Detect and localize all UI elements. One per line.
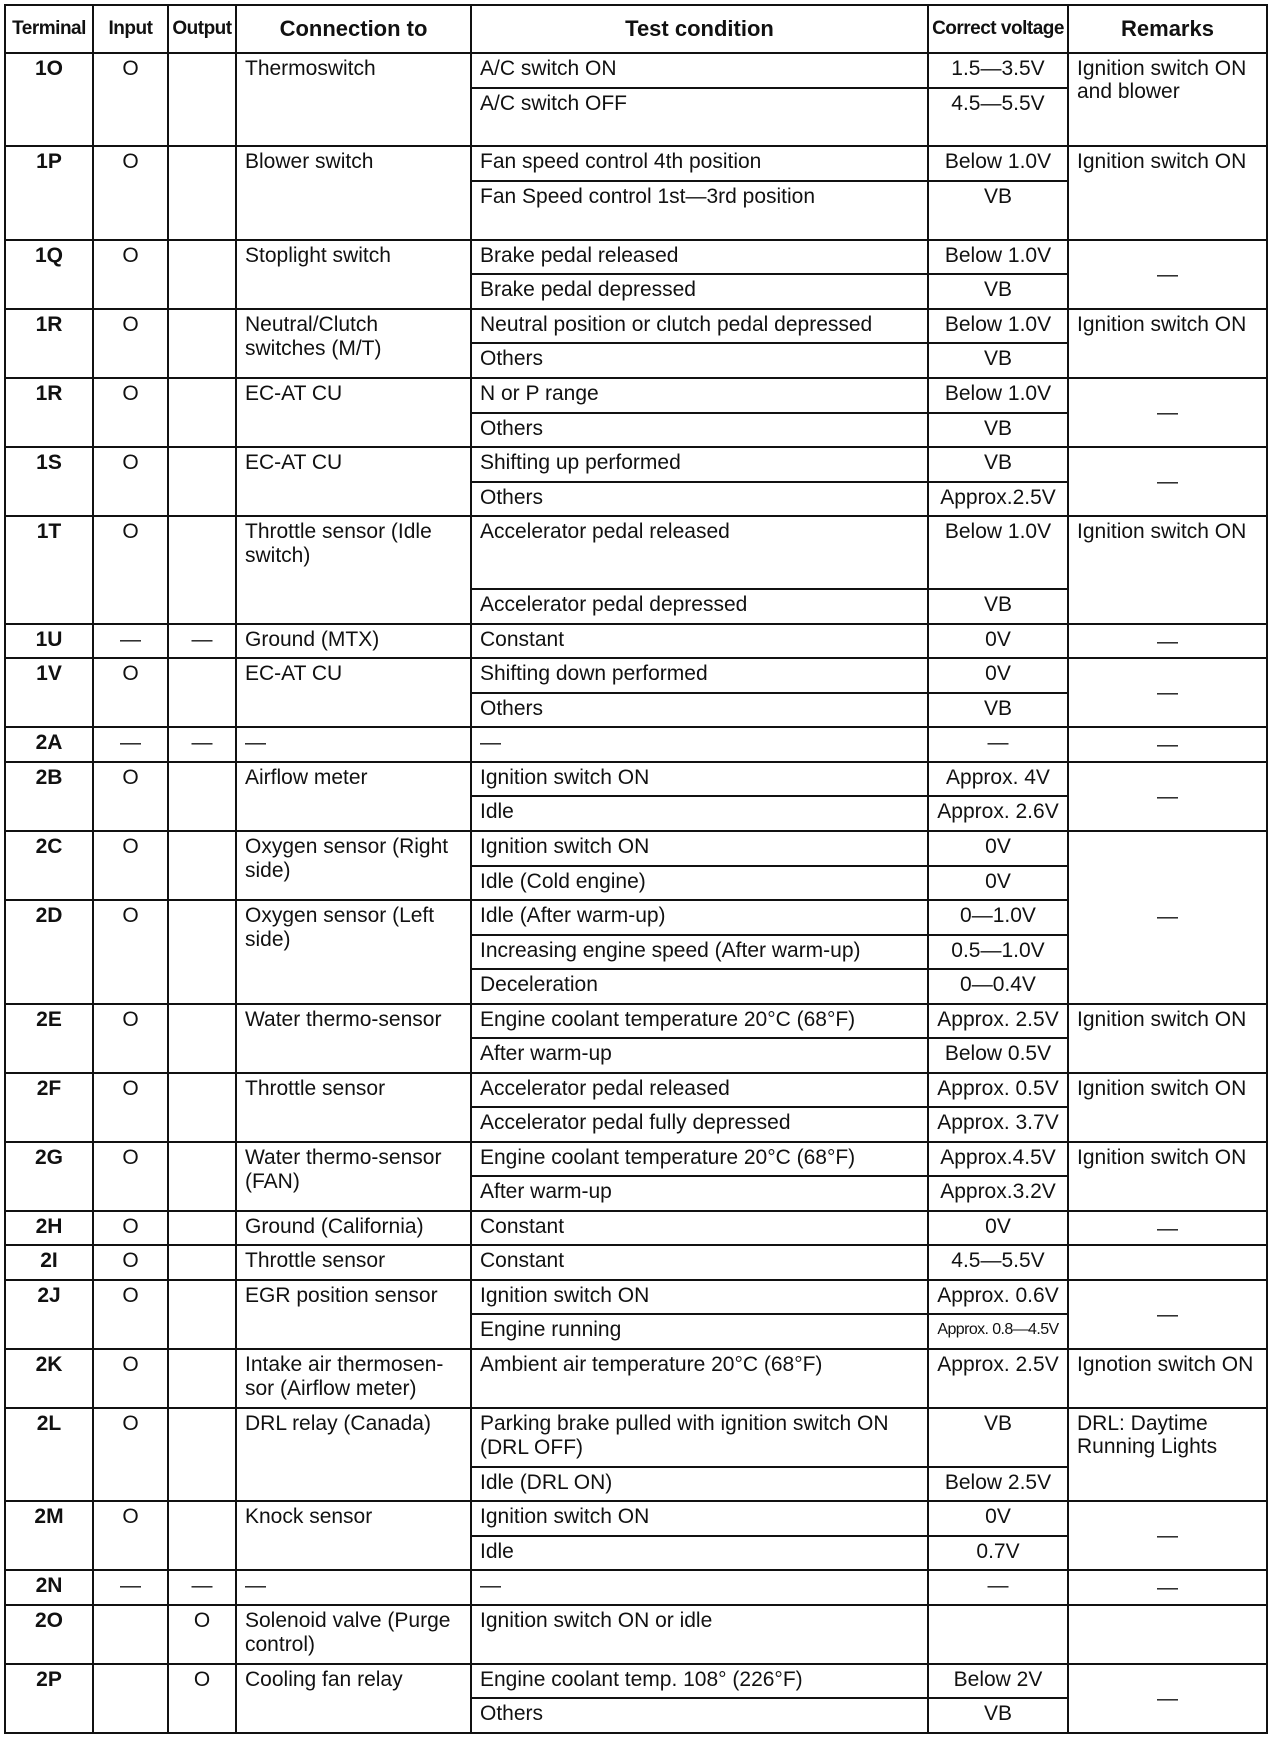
col-header-remarks: Remarks bbox=[1068, 5, 1267, 53]
test-condition-cell: — bbox=[471, 1570, 928, 1605]
remarks-cell: — bbox=[1068, 727, 1267, 762]
terminal-cell: 2K bbox=[5, 1349, 93, 1408]
voltage-cell: Approx. 2.5V bbox=[928, 1004, 1068, 1039]
test-condition-cell: Engine coolant temp. 108° (226°F) bbox=[471, 1664, 928, 1699]
output-mark bbox=[168, 378, 236, 447]
input-mark: O bbox=[93, 1408, 168, 1501]
test-condition-cell: Idle (After warm-up) bbox=[471, 900, 928, 935]
test-condition-cell: Parking brake pulled with ignition switch ON (DRL OFF) bbox=[471, 1408, 928, 1467]
input-mark: O bbox=[93, 762, 168, 831]
terminal-cell: 2C bbox=[5, 831, 93, 900]
input-mark: — bbox=[93, 1570, 168, 1605]
remarks-cell: — bbox=[1068, 378, 1267, 447]
terminal-cell: 2B bbox=[5, 762, 93, 831]
output-mark: O bbox=[168, 1664, 236, 1733]
voltage-cell: VB bbox=[928, 343, 1068, 378]
output-mark bbox=[168, 900, 236, 1004]
voltage-cell: Approx. 0.6V bbox=[928, 1280, 1068, 1315]
remarks-cell bbox=[1068, 1245, 1267, 1280]
col-header-output: Output bbox=[168, 5, 236, 53]
remarks-cell bbox=[1068, 1605, 1267, 1664]
test-condition-cell: Idle (Cold engine) bbox=[471, 866, 928, 901]
table-row bbox=[5, 146, 1267, 181]
output-mark bbox=[168, 447, 236, 516]
voltage-cell: VB bbox=[928, 589, 1068, 624]
voltage-cell: Below 0.5V bbox=[928, 1038, 1068, 1073]
table-row bbox=[5, 658, 1267, 693]
voltage-cell: Approx. 3.7V bbox=[928, 1107, 1068, 1142]
output-mark: — bbox=[168, 727, 236, 762]
output-mark bbox=[168, 658, 236, 727]
voltage-cell bbox=[928, 1605, 1068, 1664]
test-condition-cell: Ignition switch ON bbox=[471, 1501, 928, 1536]
input-mark: O bbox=[93, 146, 168, 239]
terminal-cell: 2J bbox=[5, 1280, 93, 1349]
voltage-cell: 0V bbox=[928, 831, 1068, 866]
connection-cell: EC-AT CU bbox=[236, 447, 471, 516]
table-row bbox=[5, 1501, 1267, 1536]
test-condition-cell: Ambient air temperature 20°C (68°F) bbox=[471, 1349, 928, 1408]
terminal-cell: 2I bbox=[5, 1245, 93, 1280]
output-mark bbox=[168, 1073, 236, 1142]
connection-cell: Intake air thermosen-sor (Airflow meter) bbox=[236, 1349, 471, 1408]
test-condition-cell: Accelerator pedal released bbox=[471, 1073, 928, 1108]
input-mark: O bbox=[93, 1280, 168, 1349]
input-mark: O bbox=[93, 900, 168, 1004]
test-condition-cell: Others bbox=[471, 482, 928, 517]
remarks-cell: DRL: Daytime Running Lights bbox=[1068, 1408, 1267, 1501]
voltage-cell: 0.7V bbox=[928, 1536, 1068, 1571]
test-condition-cell: Ignition switch ON bbox=[471, 762, 928, 797]
remarks-cell: Ignition switch ON and blower bbox=[1068, 53, 1267, 146]
test-condition-cell: Constant bbox=[471, 1245, 928, 1280]
remarks-cell: Ignition switch ON bbox=[1068, 1004, 1267, 1073]
remarks-cell: — bbox=[1068, 1570, 1267, 1605]
col-header-correct-voltage: Correct voltage bbox=[928, 5, 1068, 53]
connection-cell: Cooling fan relay bbox=[236, 1664, 471, 1733]
test-condition-cell: Accelerator pedal depressed bbox=[471, 589, 928, 624]
voltage-cell: Below 1.0V bbox=[928, 516, 1068, 589]
terminal-cell: 2E bbox=[5, 1004, 93, 1073]
connection-cell: EC-AT CU bbox=[236, 658, 471, 727]
test-condition-cell: Accelerator pedal fully depressed bbox=[471, 1107, 928, 1142]
voltage-cell: — bbox=[928, 727, 1068, 762]
test-condition-cell: Brake pedal depressed bbox=[471, 274, 928, 309]
table-row bbox=[5, 1142, 1267, 1177]
voltage-cell: Below 1.0V bbox=[928, 309, 1068, 344]
connection-cell: Water thermo-sensor bbox=[236, 1004, 471, 1073]
voltage-cell: Below 1.0V bbox=[928, 240, 1068, 275]
test-condition-cell: Deceleration bbox=[471, 969, 928, 1004]
remarks-cell: — bbox=[1068, 1501, 1267, 1570]
test-condition-cell: A/C switch OFF bbox=[471, 88, 928, 147]
terminal-cell: 1O bbox=[5, 53, 93, 146]
connection-cell: Stoplight switch bbox=[236, 240, 471, 309]
connection-cell: EGR position sensor bbox=[236, 1280, 471, 1349]
test-condition-cell: Idle bbox=[471, 796, 928, 831]
connection-cell: Solenoid valve (Purge control) bbox=[236, 1605, 471, 1664]
remarks-cell: — bbox=[1068, 831, 1267, 1004]
table-row bbox=[5, 516, 1267, 589]
terminal-cell: 2F bbox=[5, 1073, 93, 1142]
test-condition-cell: Engine running bbox=[471, 1314, 928, 1349]
terminal-cell: 1R bbox=[5, 309, 93, 378]
voltage-cell: 0V bbox=[928, 658, 1068, 693]
remarks-cell: Ignotion switch ON bbox=[1068, 1349, 1267, 1408]
connection-cell: Airflow meter bbox=[236, 762, 471, 831]
terminal-cell: 2N bbox=[5, 1570, 93, 1605]
output-mark bbox=[168, 1211, 236, 1246]
connection-cell: Water thermo-sensor (FAN) bbox=[236, 1142, 471, 1211]
test-condition-cell: Increasing engine speed (After warm-up) bbox=[471, 935, 928, 970]
test-condition-cell: Neutral position or clutch pedal depressed bbox=[471, 309, 928, 344]
test-condition-cell: Brake pedal released bbox=[471, 240, 928, 275]
test-condition-cell: A/C switch ON bbox=[471, 53, 928, 88]
voltage-cell: 0—0.4V bbox=[928, 969, 1068, 1004]
input-mark: O bbox=[93, 240, 168, 309]
voltage-cell: Below 2V bbox=[928, 1664, 1068, 1699]
test-condition-cell: After warm-up bbox=[471, 1038, 928, 1073]
test-condition-cell: Engine coolant temperature 20°C (68°F) bbox=[471, 1004, 928, 1039]
connection-cell: EC-AT CU bbox=[236, 378, 471, 447]
connection-cell: Blower switch bbox=[236, 146, 471, 239]
remarks-cell: Ignition switch ON bbox=[1068, 1142, 1267, 1211]
test-condition-cell: Others bbox=[471, 343, 928, 378]
remarks-cell: — bbox=[1068, 624, 1267, 659]
voltage-cell: Below 1.0V bbox=[928, 146, 1068, 181]
voltage-cell: VB bbox=[928, 1698, 1068, 1733]
output-mark bbox=[168, 1280, 236, 1349]
connection-cell: DRL relay (Canada) bbox=[236, 1408, 471, 1501]
table-row bbox=[5, 831, 1267, 866]
terminal-cell: 1V bbox=[5, 658, 93, 727]
terminal-cell: 1S bbox=[5, 447, 93, 516]
voltage-cell: Below 2.5V bbox=[928, 1467, 1068, 1502]
connection-cell: — bbox=[236, 1570, 471, 1605]
output-mark bbox=[168, 762, 236, 831]
col-header-terminal: Terminal bbox=[5, 5, 93, 53]
voltage-cell: VB bbox=[928, 413, 1068, 448]
table-row bbox=[5, 1605, 1267, 1664]
remarks-cell: — bbox=[1068, 762, 1267, 831]
connection-cell: Oxygen sensor (Right side) bbox=[236, 831, 471, 900]
table-row bbox=[5, 1664, 1267, 1699]
test-condition-cell: Ignition switch ON bbox=[471, 1280, 928, 1315]
input-mark: O bbox=[93, 516, 168, 624]
output-mark bbox=[168, 1245, 236, 1280]
output-mark bbox=[168, 516, 236, 624]
input-mark: O bbox=[93, 53, 168, 146]
input-mark: — bbox=[93, 727, 168, 762]
voltage-cell: Approx. 2.5V bbox=[928, 1349, 1068, 1408]
input-mark bbox=[93, 1605, 168, 1664]
voltage-cell: Approx.4.5V bbox=[928, 1142, 1068, 1177]
terminal-voltage-table bbox=[4, 4, 1268, 1734]
test-condition-cell: Fan speed control 4th position bbox=[471, 146, 928, 181]
output-mark: — bbox=[168, 624, 236, 659]
terminal-cell: 2H bbox=[5, 1211, 93, 1246]
output-mark bbox=[168, 1142, 236, 1211]
test-condition-cell: Shifting down performed bbox=[471, 658, 928, 693]
voltage-cell: Approx.2.5V bbox=[928, 482, 1068, 517]
table-row bbox=[5, 447, 1267, 482]
remarks-cell: — bbox=[1068, 1211, 1267, 1246]
input-mark: O bbox=[93, 1501, 168, 1570]
terminal-cell: 2P bbox=[5, 1664, 93, 1733]
terminal-cell: 2G bbox=[5, 1142, 93, 1211]
test-condition-cell: Fan Speed control 1st—3rd position bbox=[471, 181, 928, 240]
voltage-cell: Approx. 2.6V bbox=[928, 796, 1068, 831]
table-row bbox=[5, 1004, 1267, 1039]
connection-cell: — bbox=[236, 727, 471, 762]
remarks-cell: Ignition switch ON bbox=[1068, 516, 1267, 624]
test-condition-cell: Shifting up performed bbox=[471, 447, 928, 482]
test-condition-cell: Others bbox=[471, 413, 928, 448]
connection-cell: Throttle sensor (Idle switch) bbox=[236, 516, 471, 624]
test-condition-cell: — bbox=[471, 727, 928, 762]
terminal-cell: 1R bbox=[5, 378, 93, 447]
voltage-cell: Approx.3.2V bbox=[928, 1176, 1068, 1211]
terminal-cell: 2O bbox=[5, 1605, 93, 1664]
connection-cell: Ground (California) bbox=[236, 1211, 471, 1246]
test-condition-cell: Accelerator pedal released bbox=[471, 516, 928, 589]
input-mark: O bbox=[93, 1211, 168, 1246]
test-condition-cell: Others bbox=[471, 693, 928, 728]
terminal-cell: 2M bbox=[5, 1501, 93, 1570]
voltage-cell: 0V bbox=[928, 866, 1068, 901]
voltage-cell: Approx. 4V bbox=[928, 762, 1068, 797]
test-condition-cell: Idle (DRL ON) bbox=[471, 1467, 928, 1502]
voltage-cell: VB bbox=[928, 274, 1068, 309]
output-mark bbox=[168, 240, 236, 309]
input-mark: O bbox=[93, 831, 168, 900]
test-condition-cell: Idle bbox=[471, 1536, 928, 1571]
remarks-cell: — bbox=[1068, 240, 1267, 309]
output-mark bbox=[168, 1501, 236, 1570]
voltage-cell: 0V bbox=[928, 624, 1068, 659]
remarks-cell: Ignition switch ON bbox=[1068, 309, 1267, 378]
output-mark bbox=[168, 1004, 236, 1073]
remarks-cell: — bbox=[1068, 447, 1267, 516]
voltage-cell: VB bbox=[928, 693, 1068, 728]
voltage-cell: 0—1.0V bbox=[928, 900, 1068, 935]
input-mark: O bbox=[93, 1349, 168, 1408]
output-mark bbox=[168, 53, 236, 146]
test-condition-cell: Constant bbox=[471, 1211, 928, 1246]
voltage-cell: 1.5—3.5V bbox=[928, 53, 1068, 88]
col-header-test-condition: Test condition bbox=[471, 5, 928, 53]
input-mark: — bbox=[93, 624, 168, 659]
terminal-cell: 2A bbox=[5, 727, 93, 762]
test-condition-cell: N or P range bbox=[471, 378, 928, 413]
connection-cell: Throttle sensor bbox=[236, 1073, 471, 1142]
connection-cell: Knock sensor bbox=[236, 1501, 471, 1570]
table-row bbox=[5, 240, 1267, 275]
table-row bbox=[5, 624, 1267, 659]
connection-cell: Neutral/Clutch switches (M/T) bbox=[236, 309, 471, 378]
output-mark bbox=[168, 1349, 236, 1408]
col-header-connection: Connection to bbox=[236, 5, 471, 53]
voltage-cell: 0.5—1.0V bbox=[928, 935, 1068, 970]
input-mark: O bbox=[93, 1073, 168, 1142]
test-condition-cell: Ignition switch ON or idle bbox=[471, 1605, 928, 1664]
table-row bbox=[5, 1280, 1267, 1315]
output-mark: O bbox=[168, 1605, 236, 1664]
test-condition-cell: After warm-up bbox=[471, 1176, 928, 1211]
connection-cell: Thermoswitch bbox=[236, 53, 471, 146]
terminal-cell: 2D bbox=[5, 900, 93, 1004]
voltage-cell: — bbox=[928, 1570, 1068, 1605]
terminal-cell: 2L bbox=[5, 1408, 93, 1501]
output-mark bbox=[168, 1408, 236, 1501]
table-row bbox=[5, 1245, 1267, 1280]
voltage-cell: 4.5—5.5V bbox=[928, 88, 1068, 147]
test-condition-cell: Ignition switch ON bbox=[471, 831, 928, 866]
table-row bbox=[5, 378, 1267, 413]
table-row bbox=[5, 53, 1267, 88]
voltage-cell: VB bbox=[928, 447, 1068, 482]
output-mark bbox=[168, 309, 236, 378]
terminal-cell: 1T bbox=[5, 516, 93, 624]
table-row bbox=[5, 1408, 1267, 1467]
input-mark bbox=[93, 1664, 168, 1733]
test-condition-cell: Constant bbox=[471, 624, 928, 659]
input-mark: O bbox=[93, 658, 168, 727]
voltage-cell: Approx. 0.5V bbox=[928, 1073, 1068, 1108]
table-row bbox=[5, 1073, 1267, 1108]
input-mark: O bbox=[93, 1245, 168, 1280]
remarks-cell: — bbox=[1068, 658, 1267, 727]
table-row bbox=[5, 1570, 1267, 1605]
remarks-cell: — bbox=[1068, 1280, 1267, 1349]
voltage-cell: Below 1.0V bbox=[928, 378, 1068, 413]
voltage-cell: 0V bbox=[928, 1501, 1068, 1536]
voltage-cell: VB bbox=[928, 181, 1068, 240]
table-row bbox=[5, 1211, 1267, 1246]
header-row bbox=[5, 5, 1267, 53]
table-row bbox=[5, 309, 1267, 344]
remarks-cell: Ignition switch ON bbox=[1068, 1073, 1267, 1142]
voltage-cell: 0V bbox=[928, 1211, 1068, 1246]
voltage-cell: 4.5—5.5V bbox=[928, 1245, 1068, 1280]
connection-cell: Ground (MTX) bbox=[236, 624, 471, 659]
test-condition-cell: Others bbox=[471, 1698, 928, 1733]
test-condition-cell: Engine coolant temperature 20°C (68°F) bbox=[471, 1142, 928, 1177]
connection-cell: Oxygen sensor (Left side) bbox=[236, 900, 471, 1004]
table-row bbox=[5, 727, 1267, 762]
terminal-cell: 1Q bbox=[5, 240, 93, 309]
remarks-cell: Ignition switch ON bbox=[1068, 146, 1267, 239]
voltage-cell: Approx. 0.8—4.5V bbox=[928, 1314, 1068, 1349]
output-mark bbox=[168, 146, 236, 239]
voltage-cell: VB bbox=[928, 1408, 1068, 1467]
output-mark: — bbox=[168, 1570, 236, 1605]
terminal-cell: 1P bbox=[5, 146, 93, 239]
output-mark bbox=[168, 831, 236, 900]
table-row bbox=[5, 762, 1267, 797]
connection-cell: Throttle sensor bbox=[236, 1245, 471, 1280]
input-mark: O bbox=[93, 309, 168, 378]
input-mark: O bbox=[93, 378, 168, 447]
terminal-cell: 1U bbox=[5, 624, 93, 659]
table-row bbox=[5, 1349, 1267, 1408]
input-mark: O bbox=[93, 1004, 168, 1073]
input-mark: O bbox=[93, 447, 168, 516]
remarks-cell: — bbox=[1068, 1664, 1267, 1733]
input-mark: O bbox=[93, 1142, 168, 1211]
col-header-input: Input bbox=[93, 5, 168, 53]
